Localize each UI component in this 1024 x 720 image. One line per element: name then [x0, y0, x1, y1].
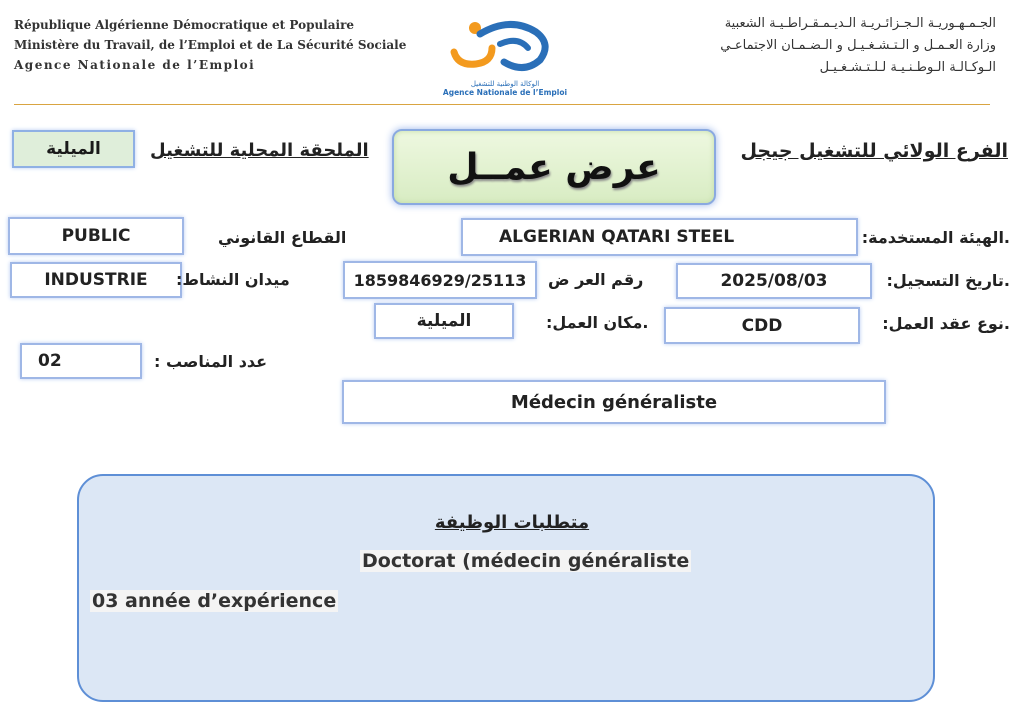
page-title: عرض عمــل [392, 129, 716, 205]
requirement-experience: 03 année d’expérience [92, 590, 337, 612]
header-ar-line1: الجـمـهـوريـة الـجـزائـريـة الـديـمـقـراطـيـة الشعبية [724, 16, 996, 31]
positions-value: 02 [20, 343, 142, 379]
activity-label: ميدان النشاط: [176, 270, 290, 289]
agency-logo-icon [440, 14, 570, 76]
offer-number-value: 1859846929/25113 [343, 261, 537, 299]
activity-value: INDUSTRIE [10, 262, 182, 298]
offer-number-label: رقم العر ض [548, 270, 644, 289]
logo-fr-text: Agence Nationale de l’Emploi [442, 88, 568, 97]
job-title: Médecin généraliste [342, 380, 886, 424]
header-ar-line2: وزارة العـمـل و الـتـشـغـيـل و الـضـمـان الاجتماعـي [720, 38, 996, 53]
header-fr-line2: Ministère du Travail, de l’Emploi et de La Sécurité Sociale [14, 38, 407, 52]
employer-value: ALGERIAN QATARI STEEL [461, 218, 858, 256]
sector-label: القطاع القانوني [218, 228, 347, 247]
registration-date-label: .تاريخ التسجيل: [886, 271, 1010, 290]
sector-value: PUBLIC [8, 217, 184, 255]
local-agency-label: الملحقة المحلية للتشغيل [150, 140, 369, 161]
header-fr-line3: Agence Nationale de l’Emploi [14, 58, 256, 72]
logo-ar-text: الوكالة الوطنية للتشغيل [470, 80, 540, 88]
positions-label: عدد المناصب : [154, 352, 268, 371]
workplace-label: .مكان العمل: [546, 313, 649, 332]
agency-logo [440, 14, 570, 100]
requirements-panel [77, 474, 935, 702]
employer-label: .الهيئة المستخدمة: [861, 228, 1010, 247]
requirement-diploma: Doctorat (médecin généraliste [362, 550, 690, 572]
workplace-value: الميلية [374, 303, 514, 339]
header-divider [14, 104, 990, 105]
requirements-heading: متطلبات الوظيفة [434, 512, 590, 533]
branch-label: الفرع الولائي للتشغيل جيجل [740, 140, 1008, 162]
registration-date-value: 2025/08/03 [676, 263, 872, 299]
contract-type-label: .نوع عقد العمل: [882, 314, 1010, 333]
header-fr-line1: République Algérienne Démocratique et Populaire [14, 18, 355, 32]
header-ar-line3: الـوكـالـة الـوطـنـيـة لـلـتـشـغـيـل [819, 60, 996, 75]
local-agency-value: الميلية [12, 130, 135, 168]
contract-type-value: CDD [664, 307, 860, 344]
